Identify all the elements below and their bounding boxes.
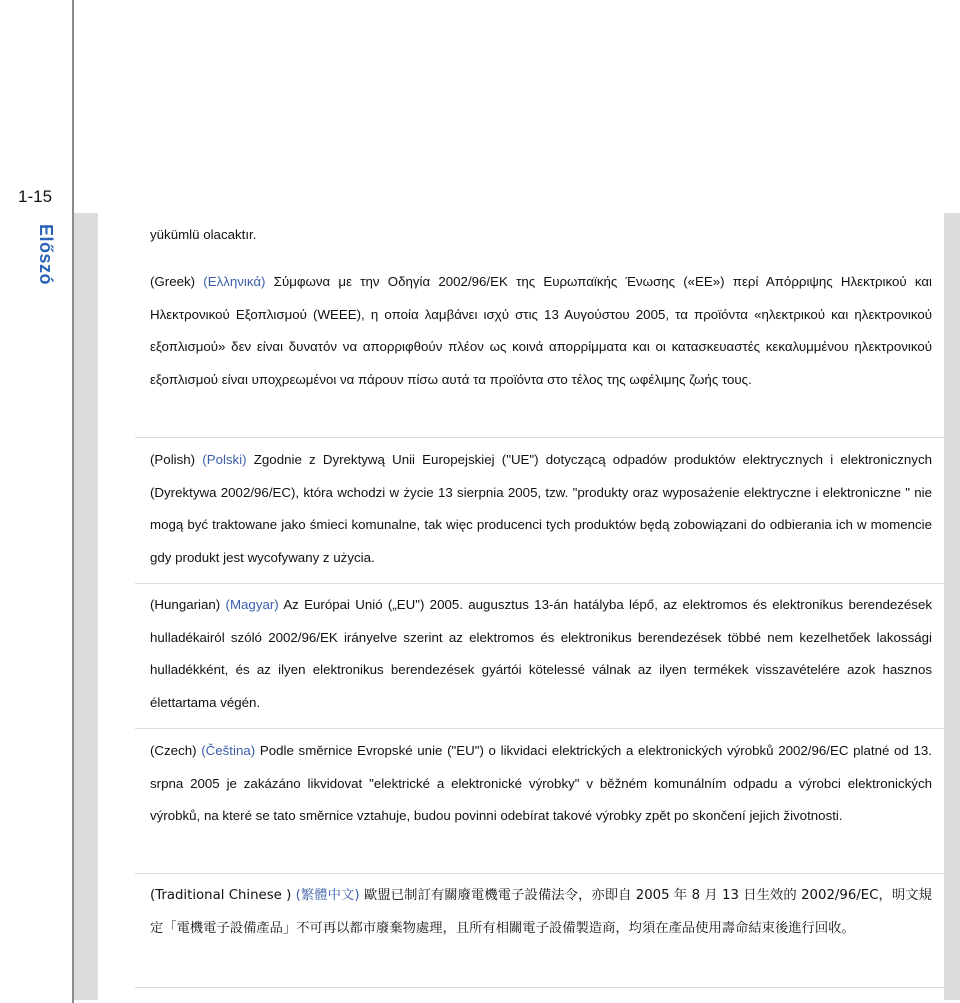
section-divider: [135, 728, 944, 729]
native-language-label: (Magyar): [225, 597, 279, 612]
native-language-label: (Polski): [202, 452, 247, 467]
section-title: Előszó: [36, 224, 56, 286]
paragraph-hungarian: [150, 589, 932, 719]
native-language-label: (Ελληνικά): [203, 274, 266, 289]
paragraph-text: Σύμφωνα με την Οδηγία 2002/96/ΕΚ της Ευρωπαϊκής Ένωσης («ΕΕ») περί Απόρριψης Ηλεκτρικού και Ηλεκτρονικού Εξοπλισμού (WEEE), η οποία λαμβάνει ισχύ στις 13 Αυγούστου 2005, τα προϊόντα «ηλεκτρικού και ηλεκτρονικού εξοπλισμού» δεν είναι δυνατόν να απορριφθούν πλέον ως κοινά απορρίμματα και οι κατασκευαστές κεκαλυμμένου ηλεκτρονικού εξοπλισμού είναι υποχρεωμένοι να πάρουν πίσω αυτά τα προϊόντα στο τέλος της ωφέλιμης ζωής τους.: [150, 274, 932, 387]
section-divider: [135, 873, 944, 874]
paragraph-text: yükümlü olacaktır.: [150, 227, 257, 242]
language-label: (Greek): [150, 274, 196, 289]
page-number: 1-15: [18, 187, 53, 206]
paragraph-greek: [150, 266, 932, 396]
language-label: (Czech): [150, 743, 197, 758]
paragraph-turkish-tail: [150, 219, 932, 252]
paragraph-text: Podle směrnice Evropské unie ("EU") o likvidaci elektrických a elektronických výrobků 2002/96/EC platné od 13. srpna 2005 je zakázáno likvidovat "elektrické a elektronické výrobky" v běžném komunálním odpadu a výrobci elektronických výrobků, na které se tato směrnice vztahuje, budou povinni odebírat takové výrobky zpět po skončení jejich životnosti.: [150, 743, 932, 823]
paragraph-text: Az Európai Unió („EU") 2005. augusztus 13-án hatályba lépő, az elektromos és elektronikus berendezések hulladékairól szóló 2002/96/EK irányelve szerint az elektromos és elektronikus berendezések többé nem kezelhetőek lakossági hulladékként, és az ilyen elektronikus berendezések gyártói kötelessé válnak az ilyen termékek visszavételére azok hasznos élettartama végén.: [150, 597, 932, 710]
paragraph-polish: [150, 444, 932, 574]
paragraph-czech: [150, 735, 932, 833]
paragraph-chinese: [150, 880, 932, 945]
left-gray-band: [74, 213, 98, 1000]
language-label: (Traditional Chinese ): [150, 888, 292, 903]
section-divider: [135, 987, 944, 988]
right-gray-band: [944, 213, 960, 1000]
paragraph-text: 歐盟已制訂有關廢電機電子設備法令，亦即自 2005 年 8 月 13 日生效的 2002/96/EC，明文規定「電機電子設備產品」不可再以都市廢棄物處理，且所有相關電子設備製造商，均須在產品使用壽命結束後進行回收。: [150, 888, 932, 936]
section-divider: [135, 583, 944, 584]
native-language-label: (繁體中文): [295, 888, 360, 903]
language-label: (Polish): [150, 452, 196, 467]
native-language-label: (Čeština): [201, 743, 256, 758]
section-divider: [135, 437, 944, 438]
paragraph-text: Zgodnie z Dyrektywą Unii Europejskiej ("UE") dotyczącą odpadów produktów elektrycznych i elektronicznych (Dyrektywa 2002/96/EC), która wchodzi w życie 13 sierpnia 2005, tzw. "produkty oraz wyposażenie elektryczne i elektroniczne " nie mogą być traktowane jako śmieci komunalne, tak więc producenci tych produktów będą zobowiązani do odbierania ich w momencie gdy produkt jest wycofywany z użycia.: [150, 452, 932, 565]
language-label: (Hungarian): [150, 597, 221, 612]
